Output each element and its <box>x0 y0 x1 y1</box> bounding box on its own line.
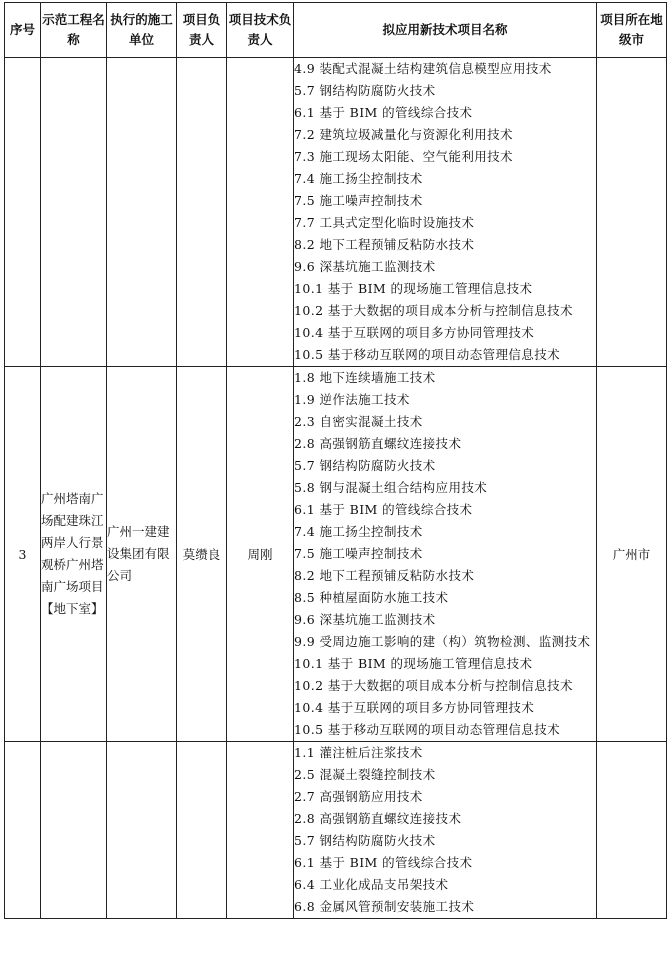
row-manager: 莫缵良 <box>177 367 227 742</box>
tech-item: 10.5 基于移动互联网的项目动态管理信息技术 <box>294 347 561 362</box>
row-project <box>41 58 107 367</box>
tech-item: 6.4 工业化成品支吊架技术 <box>294 877 449 892</box>
tech-item: 2.5 混凝土裂缝控制技术 <box>294 767 436 782</box>
tech-item: 5.7 钢结构防腐防火技术 <box>294 833 436 848</box>
tech-item: 1.1 灌注桩后注浆技术 <box>294 745 423 760</box>
tech-item: 4.9 装配式混凝土结构建筑信息模型应用技术 <box>294 61 552 76</box>
header-project: 示范工程名称 <box>41 3 107 58</box>
tech-item: 6.1 基于 BIM 的管线综合技术 <box>294 855 473 870</box>
tech-item: 5.7 钢结构防腐防火技术 <box>294 83 436 98</box>
tech-demo-table <box>4 2 667 919</box>
header-idx: 序号 <box>5 3 41 58</box>
row-items <box>294 367 597 742</box>
tech-item: 2.8 高强钢筋直螺纹连接技术 <box>294 436 462 451</box>
row-tech-lead: 周刚 <box>227 367 294 742</box>
tech-item: 5.7 钢结构防腐防火技术 <box>294 458 436 473</box>
tech-item: 7.4 施工扬尘控制技术 <box>294 524 423 539</box>
row-idx: 3 <box>5 367 41 742</box>
tech-item: 7.2 建筑垃圾减量化与资源化利用技术 <box>294 127 513 142</box>
row-project <box>41 742 107 919</box>
header-unit: 执行的施工单位 <box>107 3 177 58</box>
tech-item: 8.5 种植屋面防水施工技术 <box>294 590 449 605</box>
tech-item: 7.4 施工扬尘控制技术 <box>294 171 423 186</box>
tech-item-list <box>294 58 596 366</box>
row-tech-lead <box>227 742 294 919</box>
tech-item: 9.9 受周边施工影响的建（构）筑物检测、监测技术 <box>294 634 591 649</box>
table-row <box>5 58 667 367</box>
row-unit <box>107 58 177 367</box>
header-row <box>5 3 667 58</box>
tech-item: 6.8 金属风管预制安装施工技术 <box>294 899 475 914</box>
tech-item: 7.7 工具式定型化临时设施技术 <box>294 215 475 230</box>
tech-item: 7.3 施工现场太阳能、空气能利用技术 <box>294 149 513 164</box>
tech-item: 8.2 地下工程预铺反粘防水技术 <box>294 568 475 583</box>
row-manager <box>177 58 227 367</box>
tech-item: 2.8 高强钢筋直螺纹连接技术 <box>294 811 462 826</box>
tech-item: 10.4 基于互联网的项目多方协同管理技术 <box>294 325 535 340</box>
row-city <box>597 742 667 919</box>
row-unit <box>107 742 177 919</box>
row-manager <box>177 742 227 919</box>
row-project: 广州塔南广场配建珠江两岸人行景观桥广州塔南广场项目【地下室】 <box>41 367 107 742</box>
header-tech-lead: 项目技术负责人 <box>227 3 294 58</box>
tech-item: 10.2 基于大数据的项目成本分析与控制信息技术 <box>294 678 573 693</box>
tech-item: 7.5 施工噪声控制技术 <box>294 546 423 561</box>
row-city <box>597 58 667 367</box>
tech-item: 6.1 基于 BIM 的管线综合技术 <box>294 105 473 120</box>
row-unit: 广州一建建设集团有限公司 <box>107 367 177 742</box>
tech-item: 10.5 基于移动互联网的项目动态管理信息技术 <box>294 722 561 737</box>
tech-item: 1.9 逆作法施工技术 <box>294 392 410 407</box>
row-items <box>294 58 597 367</box>
tech-item: 5.8 钢与混凝土组合结构应用技术 <box>294 480 488 495</box>
row-tech-lead <box>227 58 294 367</box>
tech-item: 10.2 基于大数据的项目成本分析与控制信息技术 <box>294 303 573 318</box>
tech-item-list <box>294 742 596 918</box>
row-city: 广州市 <box>597 367 667 742</box>
tech-item: 6.1 基于 BIM 的管线综合技术 <box>294 502 473 517</box>
row-idx <box>5 58 41 367</box>
row-idx <box>5 742 41 919</box>
tech-item: 10.1 基于 BIM 的现场施工管理信息技术 <box>294 281 533 296</box>
tech-item: 2.7 高强钢筋应用技术 <box>294 789 423 804</box>
table-row <box>5 742 667 919</box>
tech-item: 1.8 地下连续墙施工技术 <box>294 370 436 385</box>
tech-item: 2.3 自密实混凝土技术 <box>294 414 423 429</box>
tech-item: 8.2 地下工程预铺反粘防水技术 <box>294 237 475 252</box>
header-manager: 项目负责人 <box>177 3 227 58</box>
tech-item: 9.6 深基坑施工监测技术 <box>294 612 436 627</box>
row-items <box>294 742 597 919</box>
tech-item-list <box>294 367 596 741</box>
tech-item: 9.6 深基坑施工监测技术 <box>294 259 436 274</box>
header-city: 项目所在地级市 <box>597 3 667 58</box>
tech-item: 10.4 基于互联网的项目多方协同管理技术 <box>294 700 535 715</box>
tech-item: 10.1 基于 BIM 的现场施工管理信息技术 <box>294 656 533 671</box>
table-row <box>5 367 667 742</box>
header-items: 拟应用新技术项目名称 <box>294 3 597 58</box>
tech-item: 7.5 施工噪声控制技术 <box>294 193 423 208</box>
